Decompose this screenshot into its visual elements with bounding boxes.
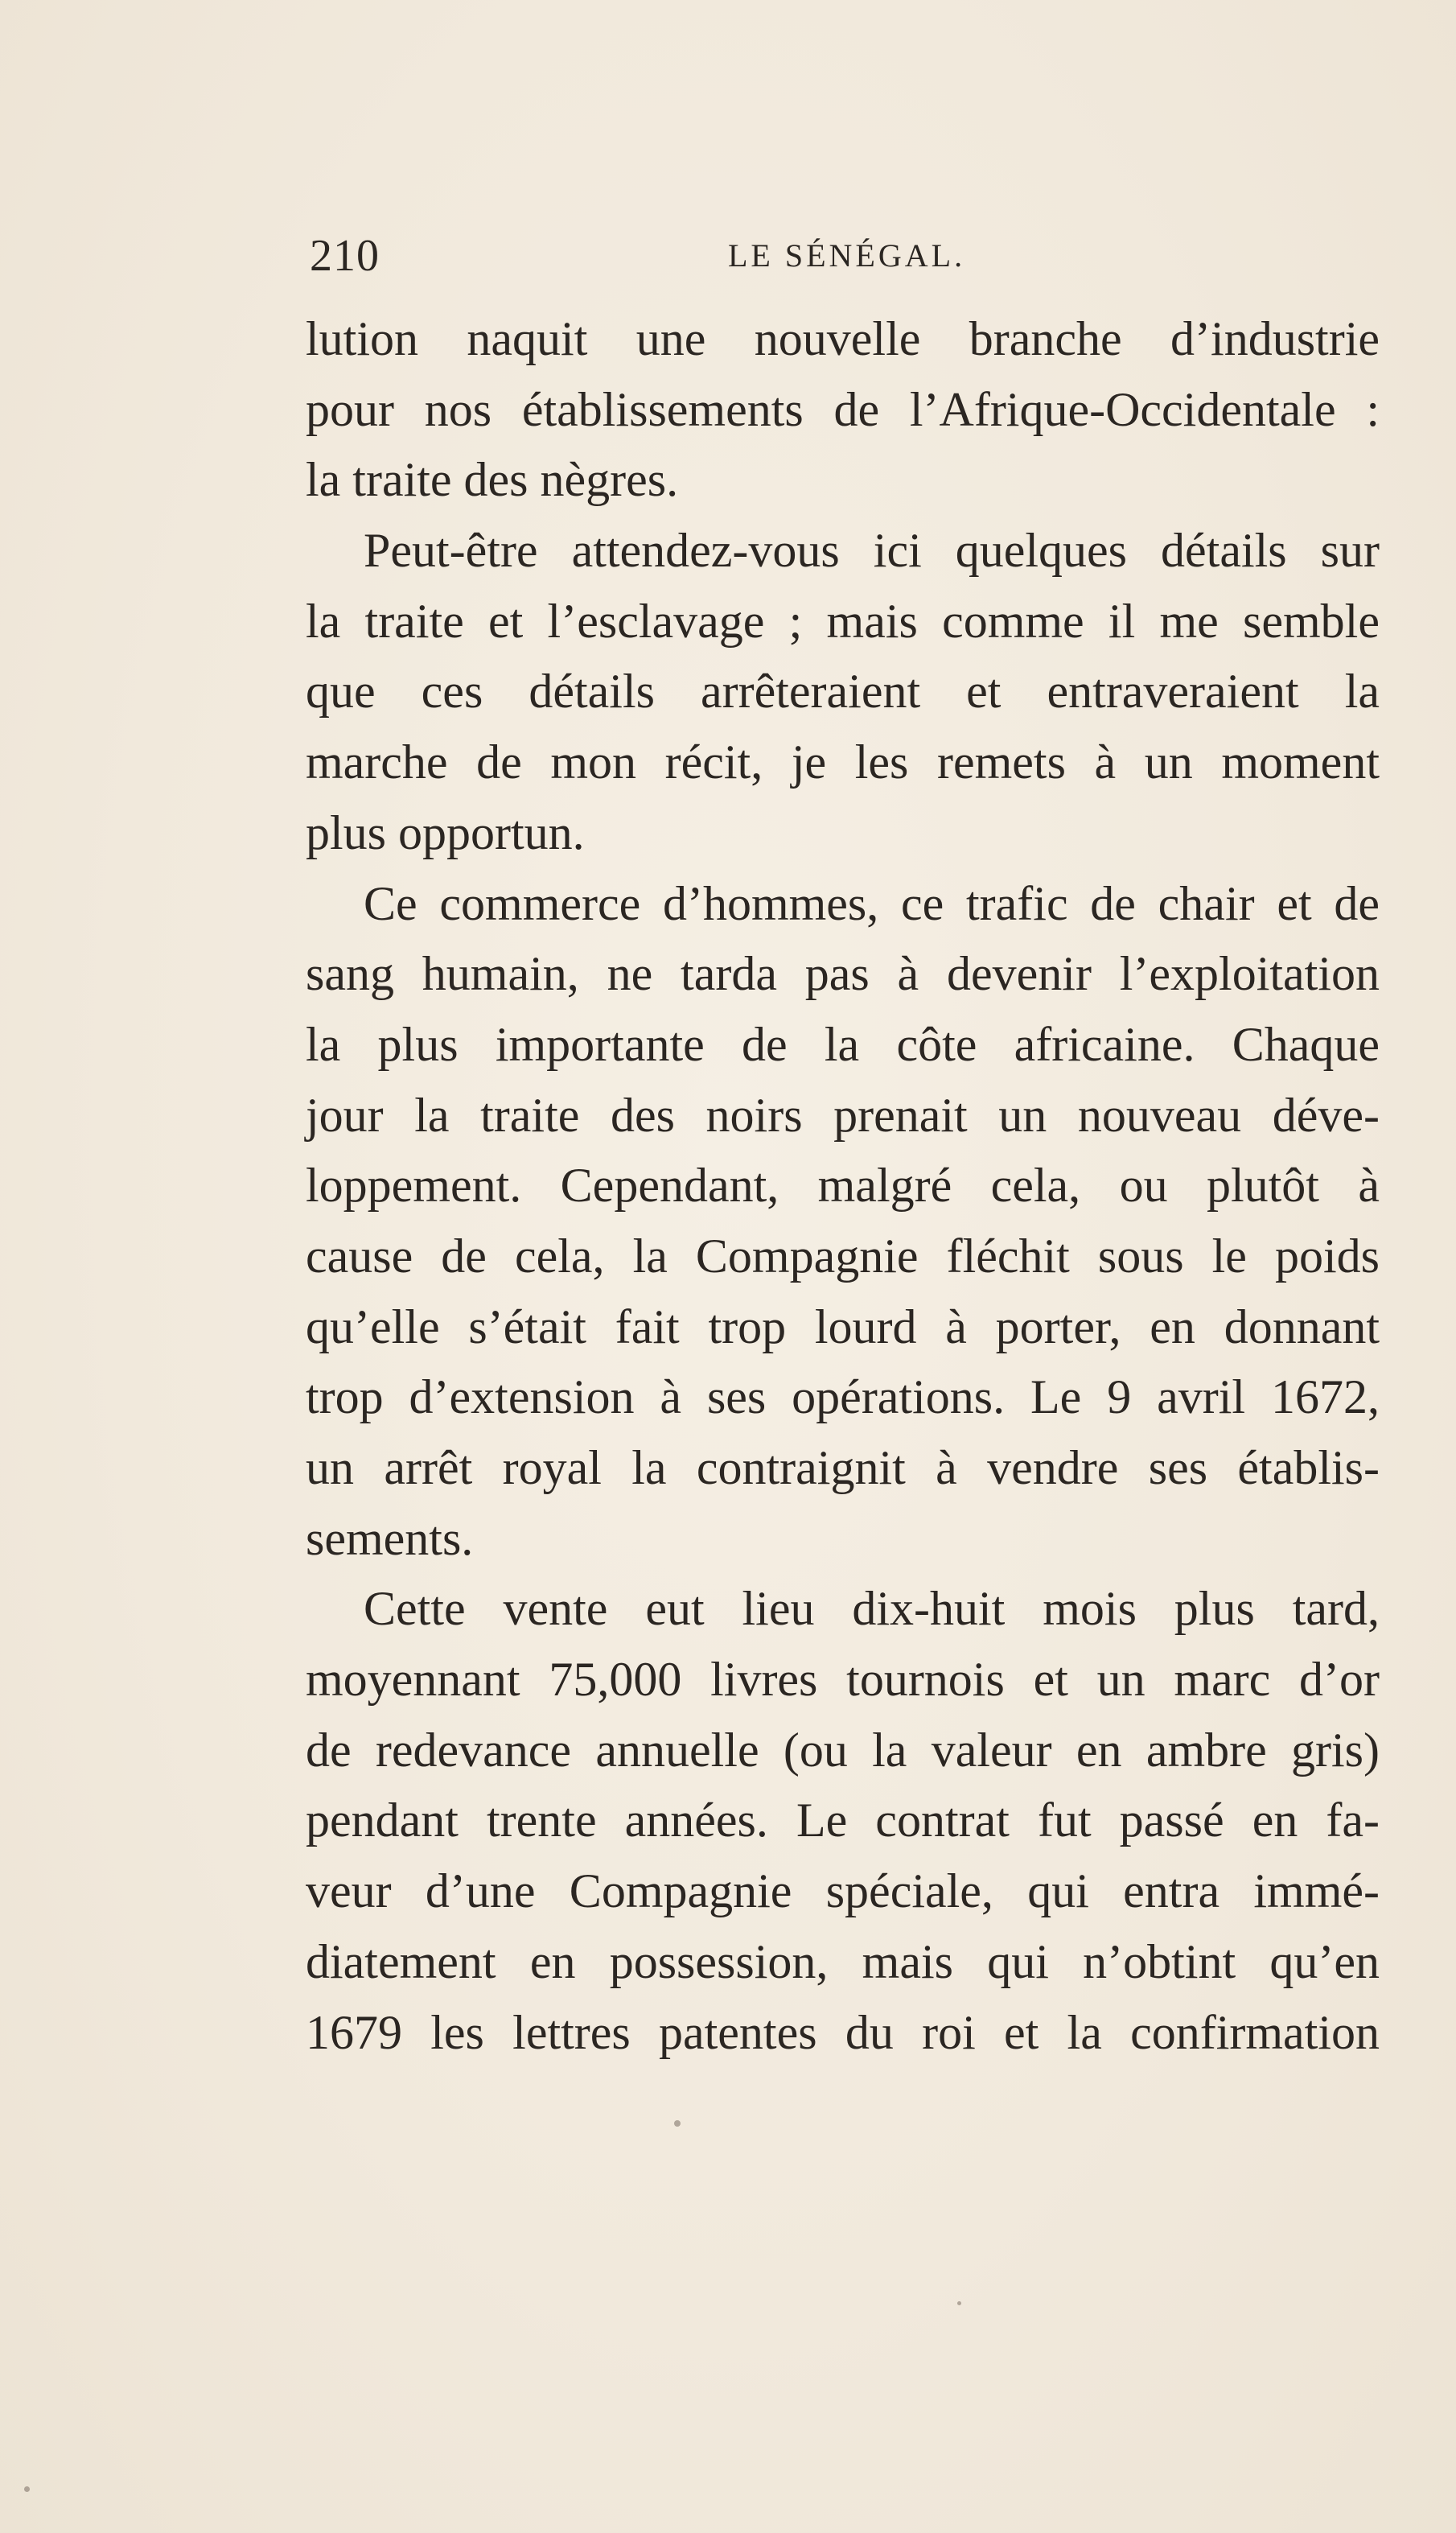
text-line: sements. xyxy=(306,1511,474,1565)
text-line: moyennant 75,000 livres tournois et un marc d’or xyxy=(306,1653,1380,1707)
paragraph xyxy=(306,304,1380,516)
body-text xyxy=(306,304,1380,2068)
text-line: la plus importante de la côte africaine. Chaque xyxy=(306,1017,1380,1071)
text-line: la traite et l’esclavage ; mais comme il me semble xyxy=(306,594,1380,648)
text-line: veur d’une Compagnie spéciale, qui entra immé- xyxy=(306,1864,1380,1918)
paragraph xyxy=(306,1574,1380,2068)
text-line: marche de mon récit, je les remets à un moment xyxy=(306,735,1380,789)
text-line: diatement en possession, mais qui n’obtint qu’en xyxy=(306,1934,1380,1988)
text-line: de redevance annuelle (ou la valeur en ambre gris) xyxy=(306,1723,1380,1777)
paragraph xyxy=(306,516,1380,868)
text-line: plus opportun. xyxy=(306,805,585,859)
text-line: pour nos établissements de l’Afrique-Occidentale : xyxy=(306,382,1380,436)
text-line: 1679 les lettres patentes du roi et la confirmation xyxy=(306,2005,1380,2059)
text-line: pendant trente années. Le contrat fut passé en fa- xyxy=(306,1794,1380,1847)
page-header xyxy=(310,230,1380,286)
paper-speck xyxy=(957,2301,961,2305)
text-line: jour la traite des noirs prenait un nouveau déve- xyxy=(306,1088,1380,1142)
text-line: Cette vente eut lieu dix-huit mois plus tard, xyxy=(364,1582,1380,1636)
paper-speck xyxy=(674,2120,681,2127)
text-line: Peut-être attendez-vous ici quelques détails sur xyxy=(364,524,1380,578)
page-number: 210 xyxy=(310,231,380,281)
text-line: qu’elle s’était fait trop lourd à porter, en donnant xyxy=(306,1299,1380,1353)
paragraph xyxy=(306,869,1380,1575)
text-line: la traite des nègres. xyxy=(306,453,679,507)
text-line: un arrêt royal la contraignit à vendre ses établis- xyxy=(306,1441,1380,1494)
text-line: Ce commerce d’hommes, ce trafic de chair et de xyxy=(364,876,1380,930)
paper-speck xyxy=(24,2486,30,2492)
text-line: cause de cela, la Compagnie fléchit sous le poids xyxy=(306,1229,1380,1283)
text-line: trop d’extension à ses opérations. Le 9 avril 1672, xyxy=(306,1370,1380,1424)
running-head: LE SÉNÉGAL. xyxy=(728,237,966,274)
text-line: que ces détails arrêteraient et entraveraient la xyxy=(306,665,1380,719)
text-line: sang humain, ne tarda pas à devenir l’exploitation xyxy=(306,947,1380,1001)
text-line: lution naquit une nouvelle branche d’industrie xyxy=(306,312,1380,365)
text-line: loppement. Cependant, malgré cela, ou plutôt à xyxy=(306,1159,1380,1213)
